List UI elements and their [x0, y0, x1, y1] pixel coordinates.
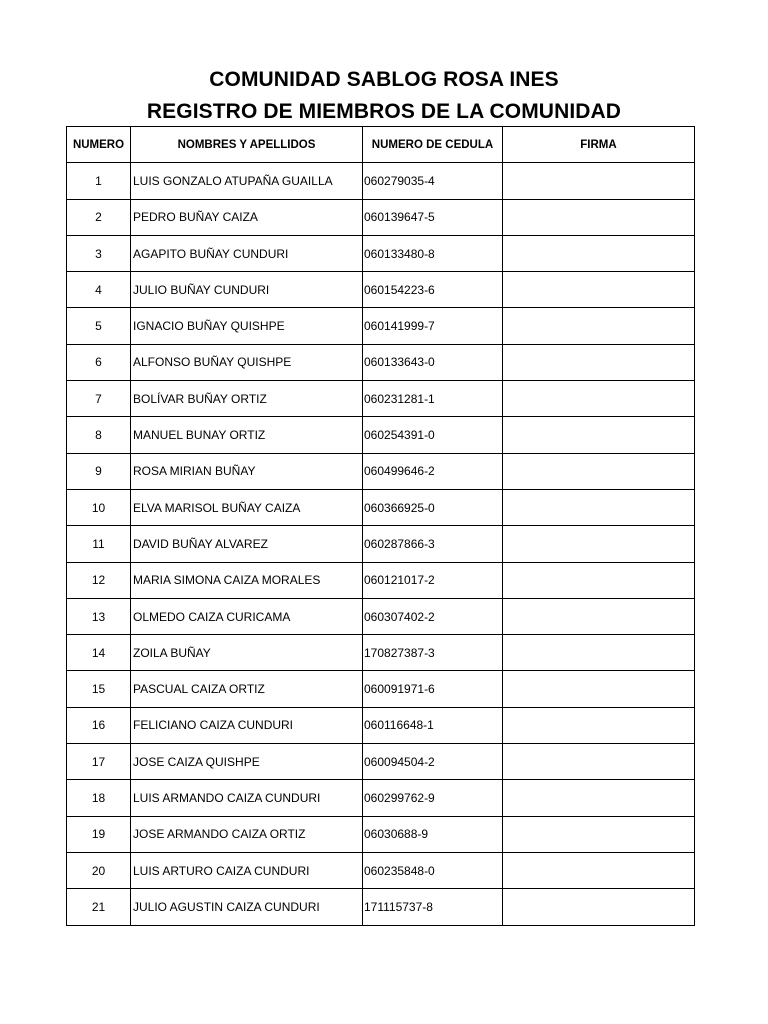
cell-numero: 2: [67, 199, 131, 235]
cell-firma: [503, 526, 695, 562]
cell-firma: [503, 816, 695, 852]
cell-numero: 3: [67, 235, 131, 271]
cell-nombre: LUIS ARTURO CAIZA CUNDURI: [131, 852, 363, 888]
table-row: [67, 381, 695, 417]
cell-firma: [503, 308, 695, 344]
cell-cedula: 060279035-4: [363, 163, 503, 199]
cell-cedula: 171115737-8: [363, 889, 503, 925]
cell-firma: [503, 671, 695, 707]
cell-numero: 19: [67, 816, 131, 852]
cell-firma: [503, 562, 695, 598]
table-row: [67, 889, 695, 925]
cell-cedula: 060235848-0: [363, 852, 503, 888]
cell-nombre: ALFONSO BUÑAY QUISHPE: [131, 344, 363, 380]
cell-nombre: FELICIANO CAIZA CUNDURI: [131, 707, 363, 743]
cell-cedula: 060139647-5: [363, 199, 503, 235]
cell-nombre: JULIO BUÑAY CUNDURI: [131, 272, 363, 308]
cell-nombre: LUIS ARMANDO CAIZA CUNDURI: [131, 780, 363, 816]
cell-cedula: 060094504-2: [363, 744, 503, 780]
cell-nombre: JULIO AGUSTIN CAIZA CUNDURI: [131, 889, 363, 925]
cell-numero: 15: [67, 671, 131, 707]
cell-nombre: PEDRO BUÑAY CAIZA: [131, 199, 363, 235]
table-row: [67, 235, 695, 271]
cell-numero: 10: [67, 489, 131, 525]
cell-numero: 11: [67, 526, 131, 562]
cell-nombre: LUIS GONZALO ATUPAÑA GUAILLA: [131, 163, 363, 199]
cell-cedula: 060499646-2: [363, 453, 503, 489]
cell-numero: 12: [67, 562, 131, 598]
header-row: [67, 127, 695, 163]
cell-numero: 6: [67, 344, 131, 380]
cell-cedula: 060133480-8: [363, 235, 503, 271]
table-row: [67, 526, 695, 562]
table-row: [67, 780, 695, 816]
cell-numero: 14: [67, 635, 131, 671]
cell-numero: 7: [67, 381, 131, 417]
table-header: [67, 127, 695, 163]
cell-nombre: OLMEDO CAIZA CURICAMA: [131, 598, 363, 634]
cell-cedula: 060121017-2: [363, 562, 503, 598]
header-firma: FIRMA: [503, 127, 695, 163]
cell-nombre: DAVID BUÑAY ALVAREZ: [131, 526, 363, 562]
cell-numero: 5: [67, 308, 131, 344]
document-title: COMUNIDAD SABLOG ROSA INES: [209, 68, 559, 91]
cell-numero: 8: [67, 417, 131, 453]
members-table: [66, 126, 695, 926]
header-numero: NUMERO: [67, 127, 131, 163]
cell-firma: [503, 381, 695, 417]
cell-cedula: 060287866-3: [363, 526, 503, 562]
cell-cedula: 060307402-2: [363, 598, 503, 634]
cell-nombre: AGAPITO BUÑAY CUNDURI: [131, 235, 363, 271]
cell-cedula: 060116648-1: [363, 707, 503, 743]
table-row: [67, 816, 695, 852]
table-row: [67, 635, 695, 671]
document-subtitle: REGISTRO DE MIEMBROS DE LA COMUNIDAD: [146, 100, 622, 123]
table-row: [67, 671, 695, 707]
cell-firma: [503, 635, 695, 671]
cell-nombre: JOSE ARMANDO CAIZA ORTIZ: [131, 816, 363, 852]
cell-firma: [503, 453, 695, 489]
cell-numero: 9: [67, 453, 131, 489]
cell-nombre: ROSA MIRIAN BUÑAY: [131, 453, 363, 489]
cell-numero: 20: [67, 852, 131, 888]
cell-cedula: 060141999-7: [363, 308, 503, 344]
cell-nombre: ZOILA BUÑAY: [131, 635, 363, 671]
cell-numero: 21: [67, 889, 131, 925]
cell-firma: [503, 235, 695, 271]
cell-nombre: MARIA SIMONA CAIZA MORALES: [131, 562, 363, 598]
table-row: [67, 417, 695, 453]
table-row: [67, 598, 695, 634]
cell-cedula: 060299762-9: [363, 780, 503, 816]
cell-firma: [503, 598, 695, 634]
cell-cedula: 170827387-3: [363, 635, 503, 671]
table-row: [67, 562, 695, 598]
cell-numero: 4: [67, 272, 131, 308]
header-cedula: NUMERO DE CEDULA: [363, 127, 503, 163]
cell-numero: 17: [67, 744, 131, 780]
table-row: [67, 344, 695, 380]
cell-firma: [503, 744, 695, 780]
table-row: [67, 707, 695, 743]
cell-firma: [503, 489, 695, 525]
cell-firma: [503, 199, 695, 235]
cell-nombre: JOSE CAIZA QUISHPE: [131, 744, 363, 780]
cell-firma: [503, 889, 695, 925]
cell-numero: 18: [67, 780, 131, 816]
cell-firma: [503, 344, 695, 380]
cell-nombre: MANUEL BUNAY ORTIZ: [131, 417, 363, 453]
table-row: [67, 308, 695, 344]
cell-cedula: 060366925-0: [363, 489, 503, 525]
cell-numero: 1: [67, 163, 131, 199]
table-row: [67, 852, 695, 888]
cell-nombre: ELVA MARISOL BUÑAY CAIZA: [131, 489, 363, 525]
cell-firma: [503, 852, 695, 888]
cell-firma: [503, 272, 695, 308]
table-row: [67, 199, 695, 235]
cell-numero: 16: [67, 707, 131, 743]
cell-firma: [503, 780, 695, 816]
cell-cedula: 060091971-6: [363, 671, 503, 707]
cell-cedula: 06030688-9: [363, 816, 503, 852]
cell-firma: [503, 417, 695, 453]
cell-nombre: PASCUAL CAIZA ORTIZ: [131, 671, 363, 707]
cell-nombre: IGNACIO BUÑAY QUISHPE: [131, 308, 363, 344]
cell-cedula: 060231281-1: [363, 381, 503, 417]
table-row: [67, 489, 695, 525]
table-row: [67, 272, 695, 308]
cell-cedula: 060154223-6: [363, 272, 503, 308]
cell-cedula: 060133643-0: [363, 344, 503, 380]
header-nombres: NOMBRES Y APELLIDOS: [131, 127, 363, 163]
cell-firma: [503, 707, 695, 743]
table-body: [67, 163, 695, 925]
cell-cedula: 060254391-0: [363, 417, 503, 453]
table-row: [67, 163, 695, 199]
table-row: [67, 744, 695, 780]
table-row: [67, 453, 695, 489]
cell-numero: 13: [67, 598, 131, 634]
cell-firma: [503, 163, 695, 199]
cell-nombre: BOLÍVAR BUÑAY ORTIZ: [131, 381, 363, 417]
